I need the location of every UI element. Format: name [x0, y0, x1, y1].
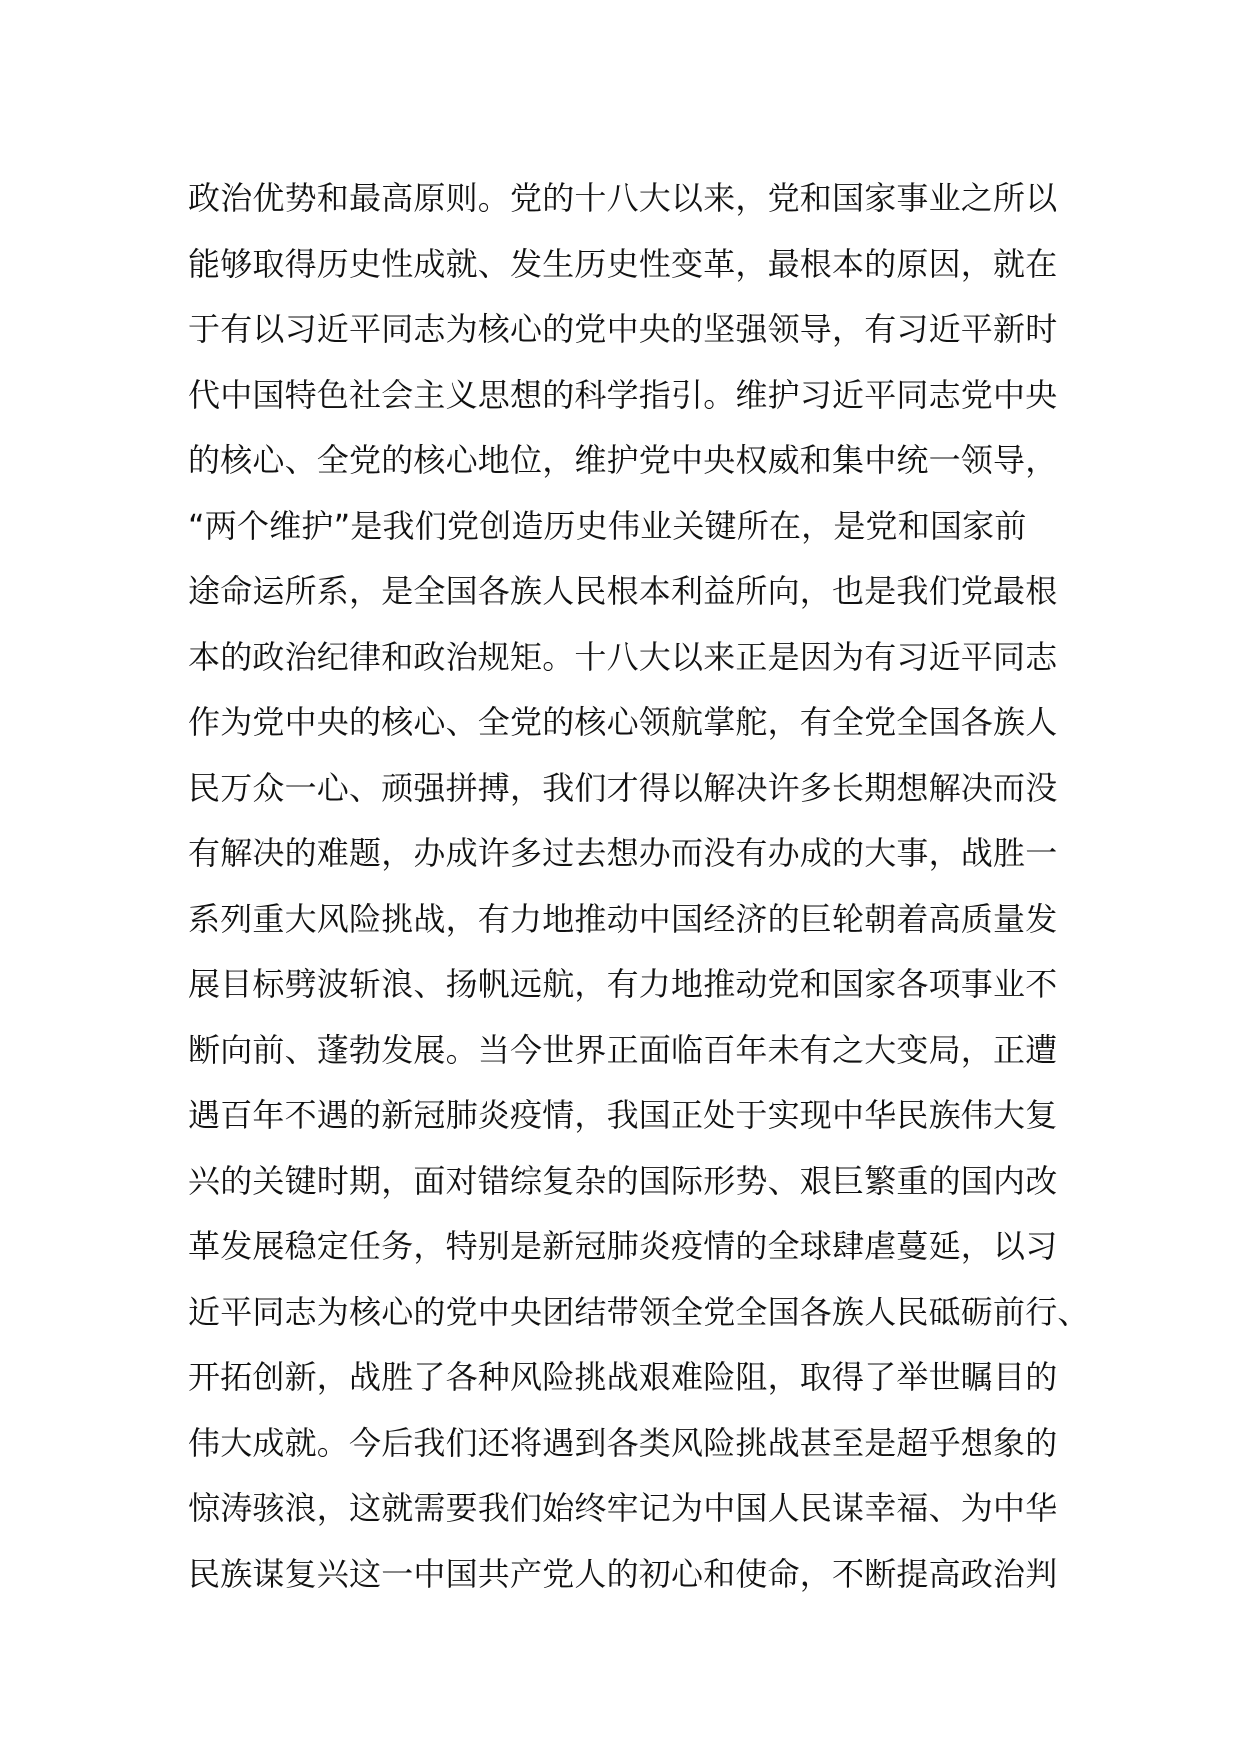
text-line: 遇百年不遇的新冠肺炎疫情，我国正处于实现中华民族伟大复 — [188, 1096, 1058, 1134]
text-line: 本的政治纪律和政治规矩。十八大以来正是因为有习近平同志 — [188, 637, 1058, 676]
text-line: 途命运所系，是全国各族人民根本利益所向，也是我们党最根 — [188, 572, 1058, 610]
text-line: 的核心、全党的核心地位，维护党中央权威和集中统一领导， — [188, 441, 1058, 479]
text-line: “两个维护”是我们党创造历史伟业关键所在，是党和国家前 — [188, 506, 1027, 545]
text-line: 作为党中央的核心、全党的核心领航掌舵，有全党全国各族人 — [188, 703, 1058, 741]
text-line: 民万众一心、顽强拼搏，我们才得以解决许多长期想解决而没 — [188, 768, 1058, 807]
text-line: 近平同志为核心的党中央团结带领全党全国各族人民砥砺前行、 — [188, 1292, 1090, 1331]
text-line: 断向前、蓬勃发展。当今世界正面临百年未有之大变局，正遭 — [188, 1030, 1058, 1069]
text-line: 系列重大风险挑战，有力地推动中国经济的巨轮朝着高质量发 — [188, 899, 1058, 938]
body-text — [188, 166, 1088, 1607]
text-line: 能够取得历史性成就、发生历史性变革，最根本的原因，就在 — [188, 244, 1058, 283]
text-line: 开拓创新，战胜了各种风险挑战艰难险阻，取得了举世瞩目的 — [188, 1358, 1058, 1396]
text-line: 惊涛骇浪，这就需要我们始终牢记为中国人民谋幸福、为中华 — [188, 1489, 1058, 1527]
text-line: 于有以习近平同志为核心的党中央的坚强领导，有习近平新时 — [188, 310, 1058, 348]
text-line: 展目标劈波斩浪、扬帆远航，有力地推动党和国家各项事业不 — [188, 965, 1058, 1003]
text-line: 革发展稳定任务，特别是新冠肺炎疫情的全球肆虐蔓延，以习 — [188, 1227, 1058, 1265]
text-line: 政治优势和最高原则。党的十八大以来，党和国家事业之所以 — [188, 179, 1058, 217]
text-line: 有解决的难题，办成许多过去想办而没有办成的大事，战胜一 — [188, 834, 1058, 872]
text-line: 伟大成就。今后我们还将遇到各类风险挑战甚至是超乎想象的 — [188, 1423, 1058, 1462]
text-line: 代中国特色社会主义思想的科学指引。维护习近平同志党中央 — [188, 375, 1058, 414]
text-line: 兴的关键时期，面对错综复杂的国际形势、艰巨繁重的国内改 — [188, 1161, 1058, 1200]
text-line: 民族谋复兴这一中国共产党人的初心和使命，不断提高政治判 — [188, 1554, 1058, 1593]
